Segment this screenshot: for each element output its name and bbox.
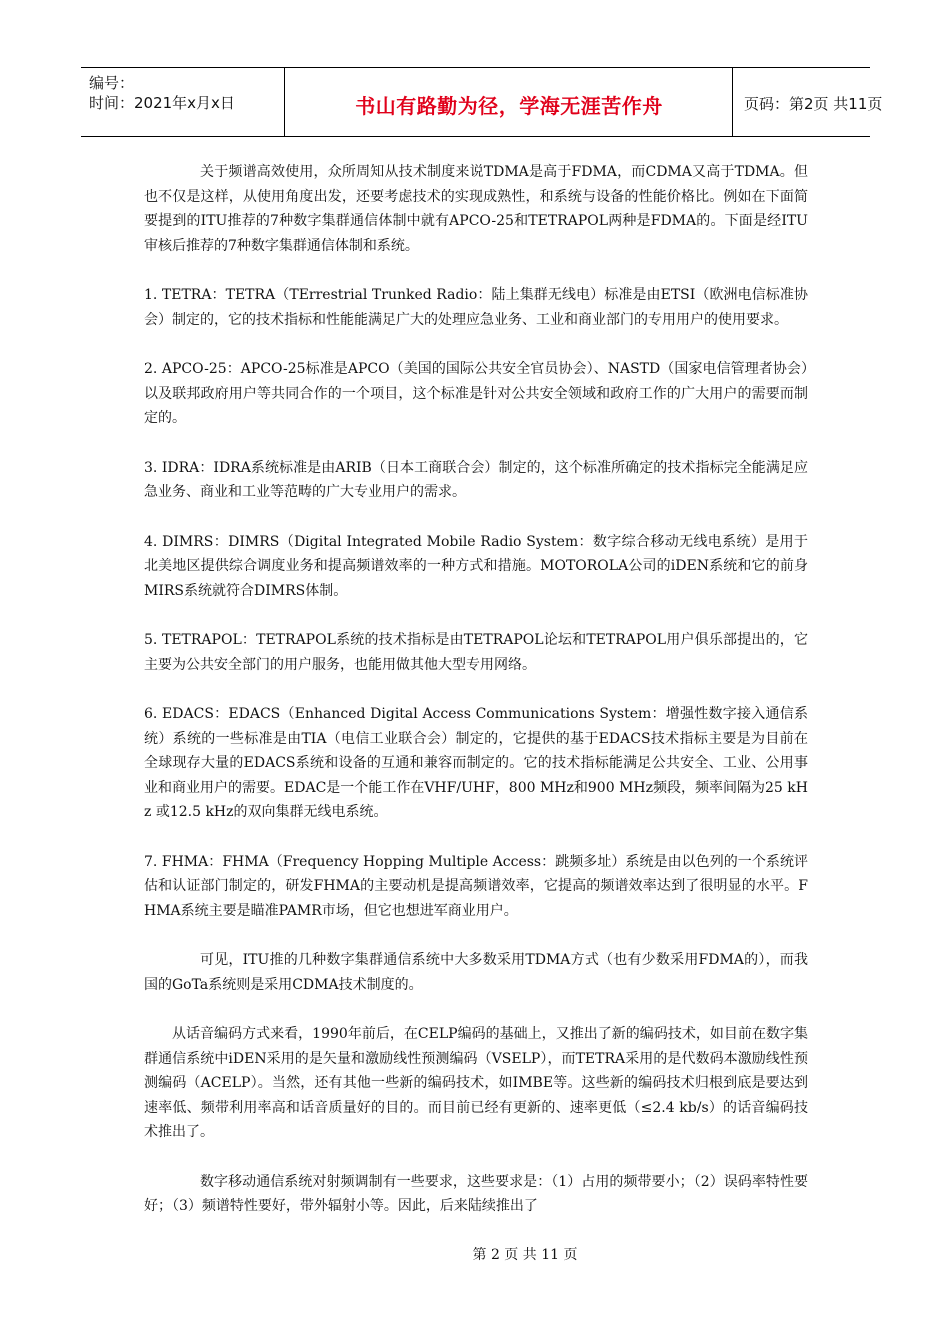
document-time-label: 时间：2021年x月x日 [89, 94, 235, 112]
header-meta [81, 68, 285, 136]
header-motto: 书山有路勤为径，学海无涯苦作舟 [355, 94, 663, 118]
paragraph-summary: 可见，ITU推的几种数字集群通信系统中大多数采用TDMA方式（也有少数采用FDMA的），而我国的GoTa系统则是采用CDMA技术制度的。 [144, 952, 808, 993]
header-motto-cell [286, 68, 733, 136]
paragraph-tetrapol: 5. TETRAPOL：TETRAPOL系统的技术指标是由TETRAPOL论坛和TETRAPOL用户俱乐部提出的，它主要为公共安全部门的用户服务，也能用做其他大型专用网络。 [144, 632, 808, 673]
paragraph-edacs: 6. EDACS：EDACS（Enhanced Digital Access Communications System：增强性数字接入通信系统）系统的一些标准是由TIA（电信工业联合会）制定的，它提供的基于EDACS技术指标主要是为目前在全球现存大量的EDACS系统和设备的互通和兼容而制定的。它的技术指标能满足公共安全、工业、公用事业和商业用户的需要。EDAC是一个能工作在VHF/UHF，800 MHz和900 MHz频段，频率间隔为25 kHz 或12.5 kHz的双向集群无线电系统。 [144, 706, 808, 820]
paragraph-modulation: 数字移动通信系统对射频调制有一些要求，这些要求是：（1）占用的频带要小；（2）误码率特性要好；（3）频谱特性要好，带外辐射小等。因此，后来陆续推出了 [144, 1173, 808, 1214]
paragraph-intro: 关于频谱高效使用，众所周知从技术制度来说TDMA是高于FDMA，而CDMA又高于TDMA。但也不仅是这样，从使用角度出发，还要考虑技术的实现成熟性，和系统与设备的性能价格比。例如在下面简要提到的ITU推荐的7种数字集群通信体制中就有APCO-25和TETRAPOL两种是FDMA的。下面是经ITU审核后推荐的7种数字集群通信体制和系统。 [144, 164, 808, 254]
header-page-label: 页码：第2页 共11页 [744, 95, 883, 113]
paragraph-dimrs: 4. DIMRS：DIMRS（Digital Integrated Mobile Radio System：数字综合移动无线电系统）是用于北美地区提供综合调度业务和提高频谱效率的一种方式和措施。MOTOROLA公司的iDEN系统和它的前身MIRS系统就符合DIMRS体制。 [144, 533, 808, 599]
page-header [81, 67, 883, 137]
document-number-label: 编号： [89, 74, 135, 92]
page-footer: 第 2 页 共 11 页 [472, 1247, 578, 1263]
paragraph-tetra: 1. TETRA：TETRA（TErrestrial Trunked Radio：陆上集群无线电）标准是由ETSI（欧洲电信标准协会）制定的，它的技术指标和性能能满足广大的处理应急业务、工业和商业部门的专用用户的使用要求。 [144, 287, 808, 328]
document-body [144, 160, 808, 1244]
header-page-cell [734, 68, 883, 136]
paragraph-apco25: 2. APCO-25：APCO-25标准是APCO（美国的国际公共安全官员协会）、NASTD（国家电信管理者协会）以及联邦政府用户等共同合作的一个项目，这个标准是针对公共安全领域和政府工作的广大用户的需要而制定的。 [144, 361, 808, 426]
paragraph-voice-coding: 从话音编码方式来看，1990年前后，在CELP编码的基础上，又推出了新的编码技术，如目前在数字集群通信系统中iDEN采用的是矢量和激励线性预测编码（VSELP），而TETRA采用的是代数码本激励线性预测编码（ACELP）。当然，还有其他一些新的编码技术，如IMBE等。这些新的编码技术归根到底是要达到速率低、频带利用率高和话音质量好的目的。而目前已经有更新的、速率更低（≤2.4 kb/s）的话音编码技术推出了。 [144, 1026, 808, 1140]
paragraph-fhma: 7. FHMA：FHMA（Frequency Hopping Multiple Access：跳频多址）系统是由以色列的一个系统评估和认证部门制定的，研发FHMA的主要动机是提高频谱效率，它提高的频谱效率达到了很明显的水平。FHMA系统主要是瞄准PAMR市场，但它也想进军商业用户。 [144, 853, 808, 919]
paragraph-idra: 3. IDRA：IDRA系统标准是由ARIB（日本工商联合会）制定的，这个标准所确定的技术指标完全能满足应急业务、商业和工业等范畴的广大专业用户的需求。 [144, 459, 808, 500]
